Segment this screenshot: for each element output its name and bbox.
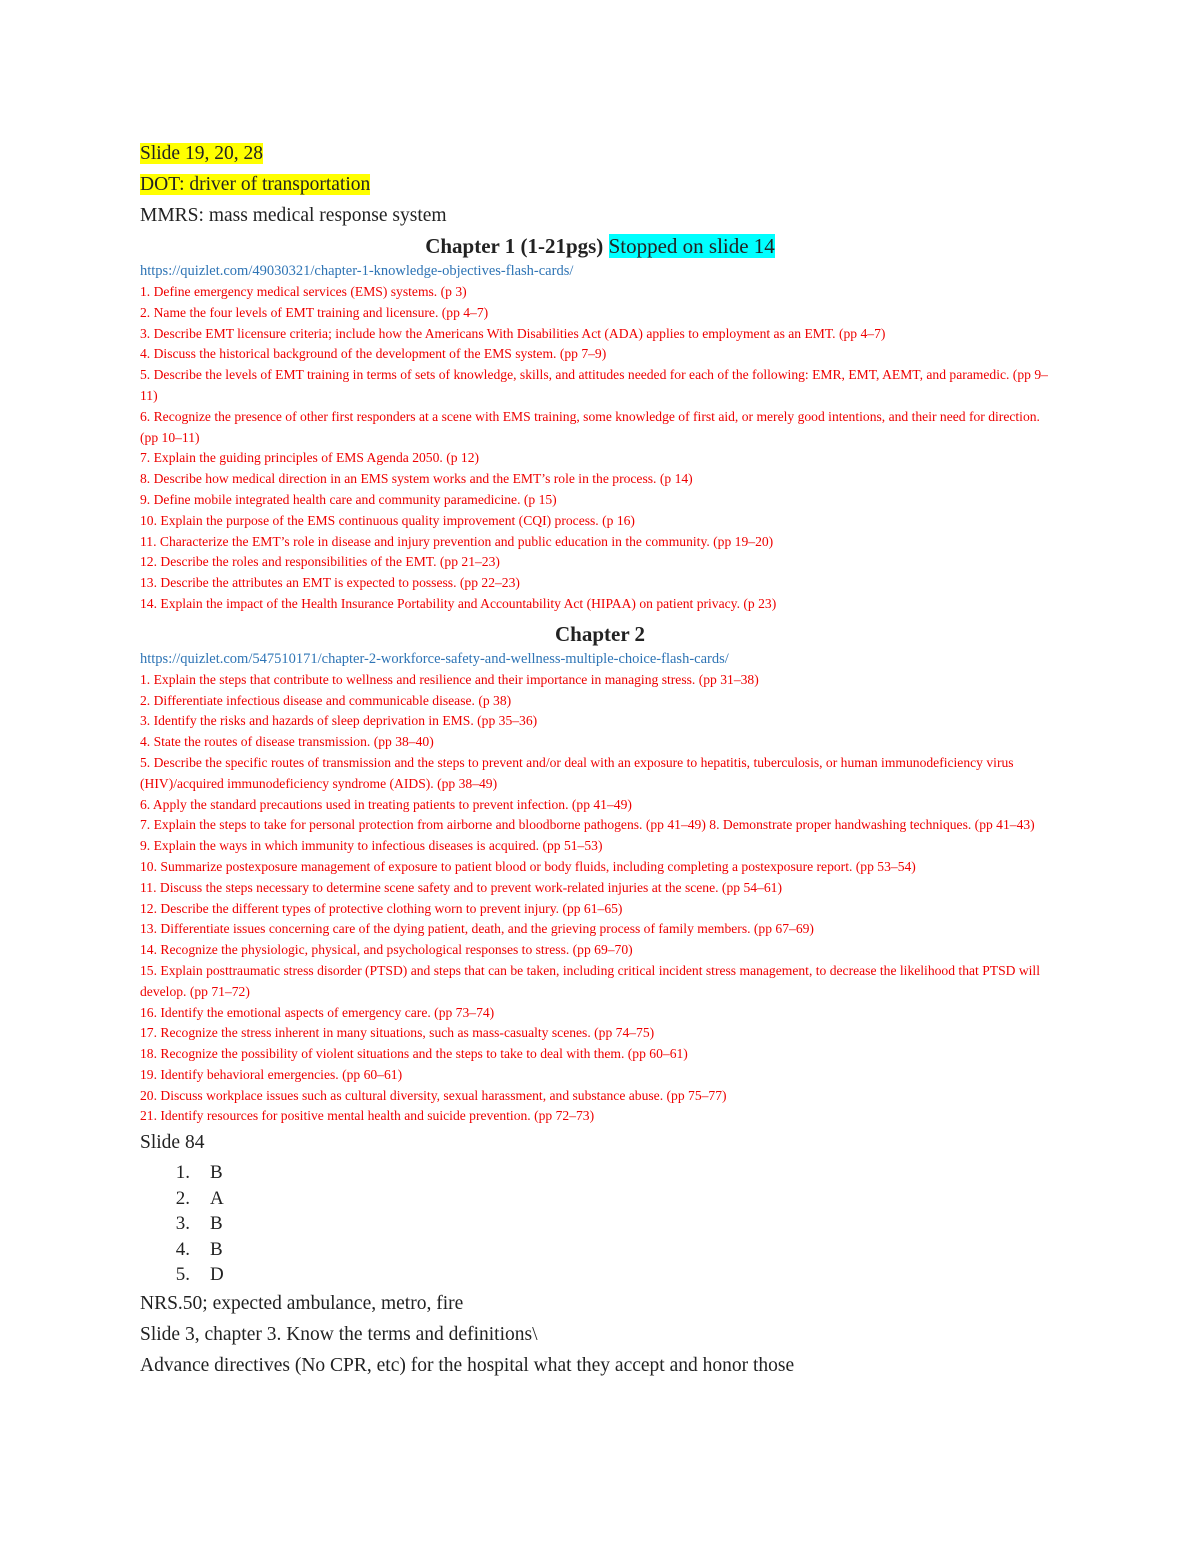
objective-item: 10. Summarize postexposure management of exposure to patient blood or body fluids, including completing a postexposure report. (pp 53–54): [140, 858, 916, 874]
objective-item: 13. Differentiate issues concerning care of the dying patient, death, and the grieving process of family members. (pp 67–69): [140, 921, 814, 937]
objective-item: 14. Recognize the physiologic, physical, and psychological responses to stress. (pp 69–70): [140, 942, 633, 958]
objective-item: 10. Explain the purpose of the EMS continuous quality improvement (CQI) process. (p 16): [140, 512, 635, 528]
chapter-1-objectives: [140, 282, 1060, 615]
answer-number: 1.: [175, 1162, 190, 1184]
objective-item: 12. Describe the roles and responsibilities of the EMT. (pp 21–23): [140, 554, 500, 570]
slide-84-answers: [140, 1160, 1060, 1288]
objective-item: 1. Explain the steps that contribute to wellness and resilience and their importance in managing stress. (pp 31–38): [140, 671, 759, 687]
objective-item: 14. Explain the impact of the Health Insurance Portability and Accountability Act (HIPAA) on patient privacy. (p 23): [140, 595, 777, 611]
answer-item: [140, 1262, 1060, 1288]
chapter-1-note: Stopped on slide 14: [608, 234, 775, 258]
chapter-2-objectives: [140, 670, 1060, 1128]
objective-item: 2. Name the four levels of EMT training and licensure. (pp 4–7): [140, 304, 489, 320]
answer-letter: A: [210, 1187, 224, 1209]
answer-item: [140, 1237, 1060, 1263]
objective-item: 16. Identify the emotional aspects of emergency care. (pp 73–74): [140, 1004, 495, 1020]
answer-number: 5.: [175, 1264, 190, 1286]
objective-item: 1. Define emergency medical services (EMS) systems. (p 3): [140, 284, 467, 299]
answer-letter: B: [210, 1238, 223, 1260]
objective-item: 6. Recognize the presence of other first responders at a scene with EMS training, some knowledge of first aid, or merely good intentions, and their need for direction. (pp 10–11): [140, 408, 1040, 445]
objective-item: 11. Characterize the EMT’s role in disease and injury prevention and public education in the community. (pp 19–20): [140, 533, 774, 549]
objective-item: 8. Describe how medical direction in an EMS system works and the EMT’s role in the process. (p 14): [140, 471, 693, 487]
objective-item: 11. Discuss the steps necessary to determine scene safety and to prevent work-related injuries at the scene. (pp 54–61): [140, 879, 782, 895]
objective-item: 7. Explain the steps to take for personal protection from airborne and bloodborne pathogens. (pp 41–49) 8. Demonstrate proper handwashing techniques. (pp 41–43): [140, 817, 1035, 833]
objective-item: 4. Discuss the historical background of the development of the EMS system. (pp 7–9): [140, 346, 607, 362]
objective-item: 3. Identify the risks and hazards of sleep deprivation in EMS. (pp 35–36): [140, 713, 538, 729]
objective-item: 12. Describe the different types of protective clothing worn to prevent injury. (pp 61–65): [140, 900, 623, 916]
objective-item: 15. Explain posttraumatic stress disorder (PTSD) and steps that can be taken, including critical incident stress management, to decrease the likelihood that PTSD will develop. (pp 71–72): [140, 962, 1040, 999]
answer-number: 2.: [175, 1187, 190, 1209]
objective-item: 5. Describe the levels of EMT training in terms of sets of knowledge, skills, and attitudes needed for each of the following: EMR, EMT, AEMT, and paramedic. (pp 9–11): [140, 367, 1048, 403]
objective-item: 6. Apply the standard precautions used in treating patients to prevent infection. (pp 41–49): [140, 796, 632, 812]
objective-item: 9. Explain the ways in which immunity to infectious diseases is acquired. (pp 51–53): [140, 838, 603, 854]
answer-item: [140, 1160, 1060, 1186]
objective-item: 21. Identify resources for positive mental health and suicide prevention. (pp 72–73): [140, 1108, 595, 1124]
answer-item: [140, 1211, 1060, 1237]
slide-84-label: Slide 84: [140, 1132, 205, 1154]
objective-item: 18. Recognize the possibility of violent situations and the steps to take to deal with them. (pp 60–61): [140, 1046, 688, 1062]
objective-item: 5. Describe the specific routes of transmission and the steps to prevent and/or deal with an exposure to hepatitis, tuberculosis, or human immunodeficiency virus (HIV)/acquired immunodeficiency syndrome (AIDS). (pp 38–49): [140, 754, 1014, 791]
objective-item: 17. Recognize the stress inherent in many situations, such as mass-casualty scenes. (pp 74–75): [140, 1025, 655, 1041]
note-line: [140, 169, 1060, 200]
note-line: MMRS: mass medical response system: [140, 205, 447, 226]
objective-item: 9. Define mobile integrated health care and community paramedicine. (p 15): [140, 491, 557, 507]
chapter-2-quizlet-link[interactable]: https://quizlet.com/547510171/chapter-2-workforce-safety-and-wellness-multiple-choice-flash-cards/: [140, 650, 729, 667]
answer-item: [140, 1186, 1060, 1212]
chapter-1-title: Chapter 1 (1-21pgs): [425, 234, 604, 258]
chapter-1-heading: [140, 231, 1060, 261]
objective-item: 13. Describe the attributes an EMT is expected to possess. (pp 22–23): [140, 575, 520, 591]
answer-number: 4.: [175, 1238, 190, 1260]
highlight-yellow: Slide 19, 20, 28: [140, 143, 263, 164]
objective-item: 2. Differentiate infectious disease and communicable disease. (p 38): [140, 692, 512, 708]
objective-item: 20. Discuss workplace issues such as cultural diversity, sexual harassment, and substance abuse. (pp 75–77): [140, 1087, 727, 1103]
document-body: [140, 138, 1060, 1381]
note-line: Advance directives (No CPR, etc) for the hospital what they accept and honor those: [140, 1354, 795, 1376]
answer-letter: D: [210, 1264, 224, 1286]
objective-item: 7. Explain the guiding principles of EMS Agenda 2050. (p 12): [140, 450, 480, 466]
note-line: NRS.50; expected ambulance, metro, fire: [140, 1292, 464, 1314]
answer-number: 3.: [175, 1213, 190, 1235]
highlight-yellow: DOT: driver of transportation: [140, 174, 371, 195]
objective-item: 4. State the routes of disease transmission. (pp 38–40): [140, 734, 434, 750]
note-line: Slide 3, chapter 3. Know the terms and definitions\: [140, 1323, 538, 1345]
chapter-2-heading: Chapter 2: [554, 621, 646, 646]
objective-item: 3. Describe EMT licensure criteria; include how the Americans With Disabilities Act (ADA) applies to employment as an EMT. (pp 4–7): [140, 325, 886, 341]
chapter-1-quizlet-link[interactable]: https://quizlet.com/49030321/chapter-1-knowledge-objectives-flash-cards/: [140, 263, 574, 279]
objective-item: 19. Identify behavioral emergencies. (pp 60–61): [140, 1066, 403, 1082]
answer-letter: B: [210, 1213, 223, 1235]
note-line: [140, 138, 1060, 169]
answer-letter: B: [210, 1162, 223, 1184]
